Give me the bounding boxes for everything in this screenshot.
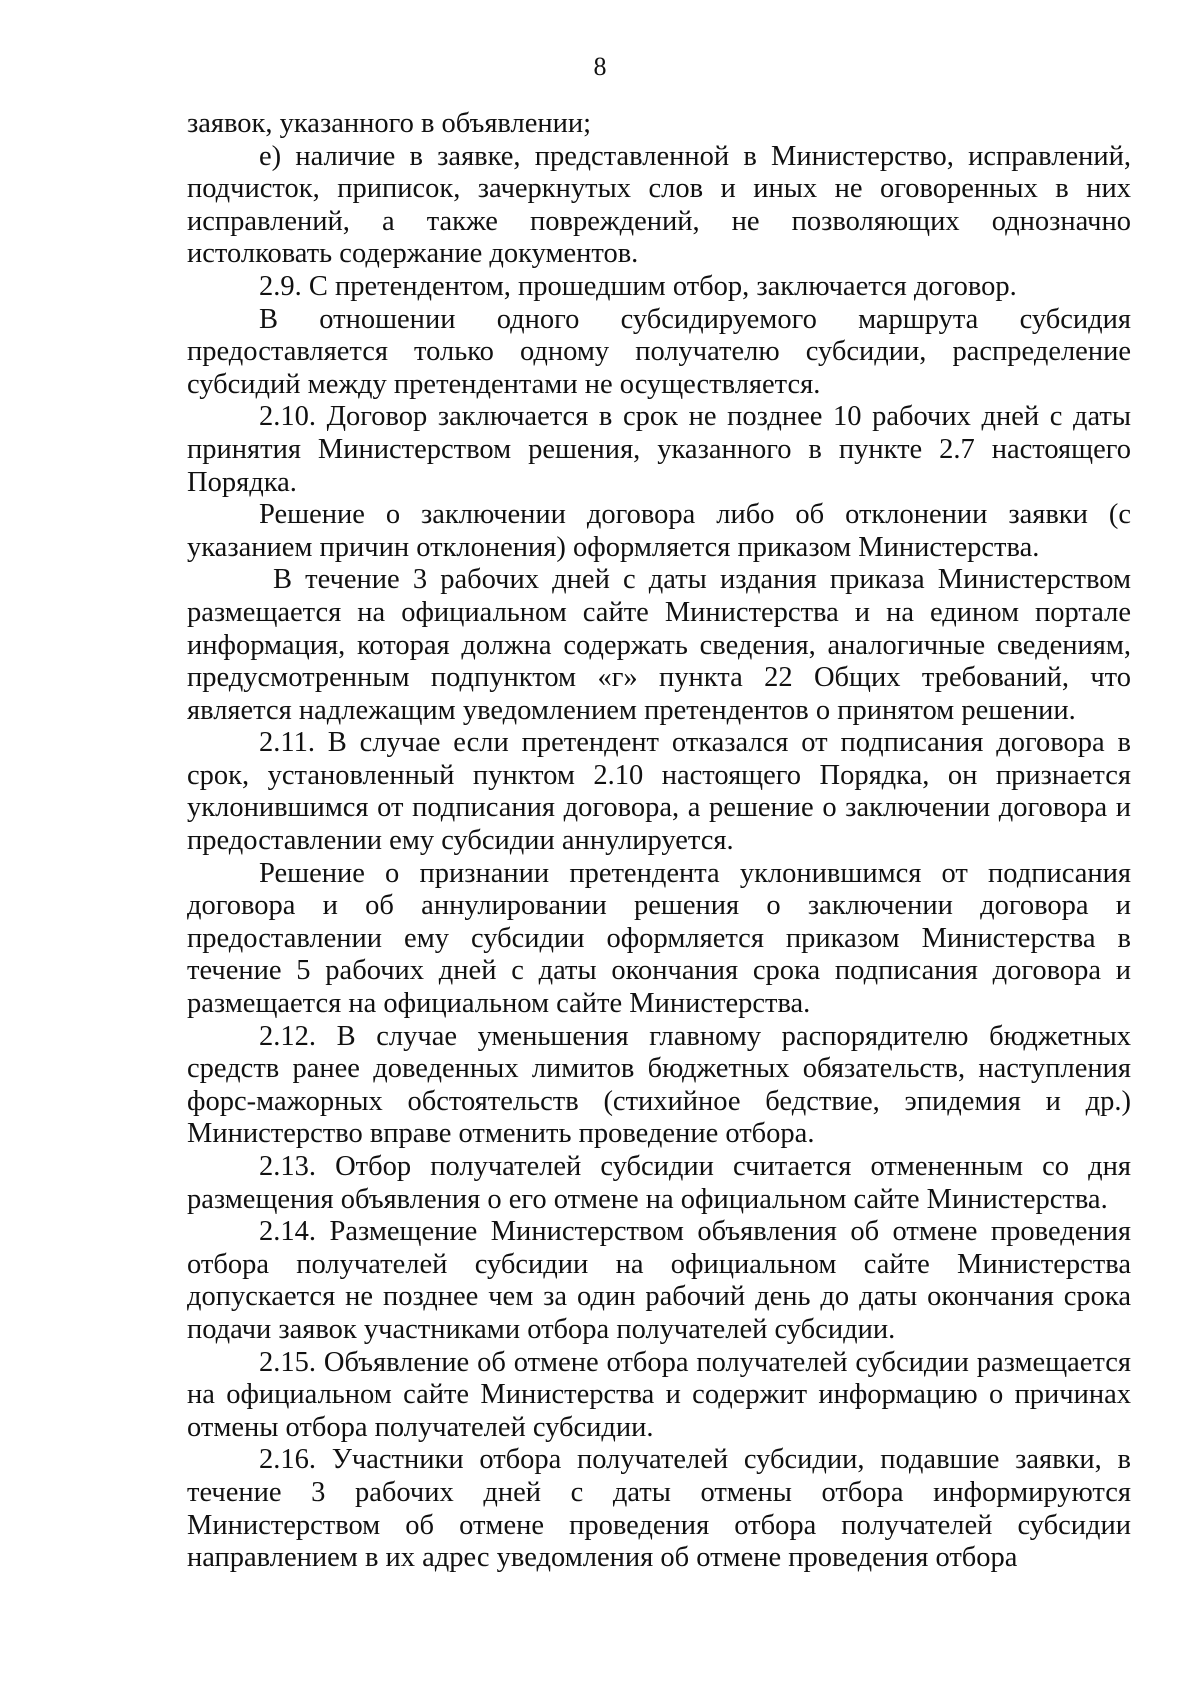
paragraph-2-11: 2.11. В случае если претендент отказался от подписания договора в срок, установленный пунктом 2.10 настоящего Порядка, он признается уклонившимся от подписания договора, а решение о заключении договора и предоставлении ему субсидии аннулируется.	[187, 727, 1131, 857]
paragraph-2-12: 2.12. В случае уменьшения главному распорядителю бюджетных средств ранее доведенных лимитов бюджетных обязательств, наступления форс-мажорных обстоятельств (стихийное бедствие, эпидемия и др.) Министерство вправе отменить проведение отбора.	[187, 1020, 1131, 1150]
paragraph-2-9: 2.9. С претендентом, прошедшим отбор, заключается договор.	[259, 270, 1017, 302]
paragraph-2-10: 2.10. Договор заключается в срок не позднее 10 рабочих дней с даты принятия Министерством решения, указанного в пункте 2.7 настоящего Порядка.	[187, 401, 1131, 498]
paragraph-2-14: 2.14. Размещение Министерством объявления об отмене проведения отбора получателей субсидии на официальном сайте Министерства допускается не позднее чем за один рабочий день до даты окончания срока подачи заявок участниками отбора получателей субсидии.	[187, 1216, 1131, 1345]
document-body	[187, 108, 1131, 1575]
paragraph-route-subsidy: В отношении одного субсидируемого маршрута субсидия предоставляется только одному получателю субсидии, распределение субсидий между претендентами не осуществляется.	[187, 303, 1131, 400]
paragraph-item-e: е) наличие в заявке, представленной в Министерство, исправлений, подчисток, приписок, зачеркнутых слов и иных не оговоренных в них исправлений, а также повреждений, не позволяющих однозначно истолковать содержание документов.	[187, 140, 1131, 270]
paragraph-2-16: 2.16. Участники отбора получателей субсидии, подавшие заявки, в течение 3 рабочих дней с даты отмены отбора информируются Министерством об отмене проведения отбора получателей субсидии направлением в их адрес уведомления об отмене проведения отбора	[187, 1444, 1131, 1574]
page-number: 8	[593, 52, 607, 81]
paragraph-2-15: 2.15. Объявление об отмене отбора получателей субсидии размещается на официальном сайте Министерства и содержит информацию о причинах отмены отбора получателей субсидии.	[187, 1346, 1131, 1443]
paragraph-2-13: 2.13. Отбор получателей субсидии считается отмененным со дня размещения объявления о его отмене на официальном сайте Министерства.	[187, 1151, 1131, 1215]
paragraph-evasion-decision: Решение о признании претендента уклонившимся от подписания договора и об аннулировании решения о заключении договора и предоставлении ему субсидии оформляется приказом Министерства в течение 5 рабочих дней с даты окончания срока подписания договора и размещается на официальном сайте Министерства.	[187, 857, 1131, 1020]
paragraph-decision-order: Решение о заключении договора либо об отклонении заявки (с указанием причин отклонения) оформляется приказом Министерства.	[187, 499, 1131, 563]
paragraph-continuation: заявок, указанного в объявлении;	[187, 108, 592, 139]
paragraph-publication: В течение 3 рабочих дней с даты издания приказа Министерством размещается на официальном сайте Министерства и на едином портале информация, которая должна содержать сведения, аналогичные сведениям, предусмотренным подпунктом «г» пункта 22 Общих требований, что является надлежащим уведомлением претендентов о принятом решении.	[187, 564, 1131, 726]
